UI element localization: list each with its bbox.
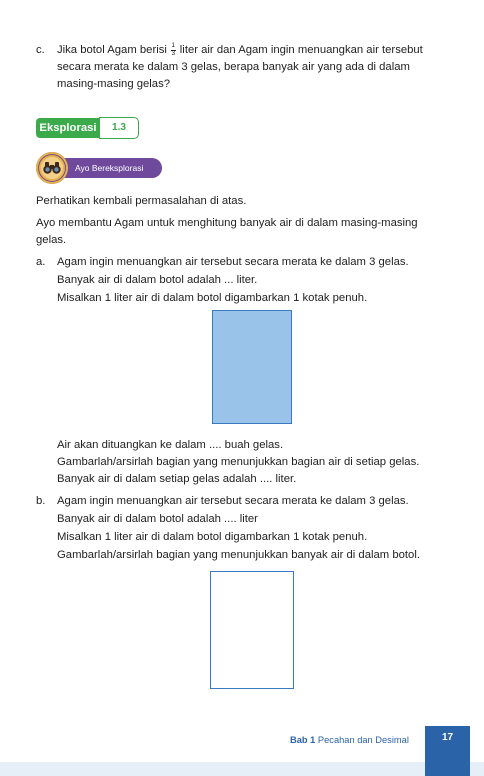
footer-chapter-title: Pecahan dan Desimal <box>317 735 409 745</box>
part-a-line-5: Gambarlah/arsirlah bagian yang menunjukkan bagian air di setiap gelas. <box>57 456 420 468</box>
footer-chapter-number: Bab 1 <box>290 735 316 745</box>
binoculars-icon <box>36 152 68 184</box>
part-a-line-1: Agam ingin menuangkan air tersebut secara merata ke dalam 3 gelas. <box>57 256 409 268</box>
part-b-line-1: Agam ingin menuangkan air tersebut secara merata ke dalam 3 gelas. <box>57 495 409 507</box>
page-number: 17 <box>425 726 470 776</box>
footer-chapter <box>290 735 409 745</box>
fraction-denominator: 3 <box>171 49 176 57</box>
footer-bar <box>0 762 484 776</box>
part-b-line-2: Banyak air di dalam botol adalah .... liter <box>57 513 258 525</box>
question-c-line-2: secara merata ke dalam 3 gelas, berapa banyak air yang ada di dalam <box>57 61 410 73</box>
part-b-line-3: Misalkan 1 liter air di dalam botol digambarkan 1 kotak penuh. <box>57 531 368 543</box>
eksplorasi-badge-label: Eksplorasi <box>36 118 100 138</box>
eksplorasi-badge-number: 1.3 <box>99 117 139 139</box>
question-c-text-post: liter air dan Agam ingin menuangkan air tersebut <box>179 44 423 56</box>
part-b-marker: b. <box>36 495 46 507</box>
full-water-box <box>212 310 292 424</box>
part-b-line-4: Gambarlah/arsirlah bagian yang menunjukkan banyak air di dalam botol. <box>57 549 420 561</box>
part-a-line-2: Banyak air di dalam botol adalah ... liter. <box>57 274 258 286</box>
question-c-text-pre: Jika botol Agam berisi <box>57 44 167 56</box>
ayo-bereksplorasi-label: Ayo Bereksplorasi <box>52 158 162 178</box>
part-a-line-3: Misalkan 1 liter air di dalam botol digambarkan 1 kotak penuh. <box>57 292 368 304</box>
part-a-line-6: Banyak air di dalam setiap gelas adalah .... liter. <box>57 473 297 485</box>
part-a-marker: a. <box>36 256 46 268</box>
empty-drawing-box[interactable] <box>210 571 294 689</box>
question-c-line-1 <box>57 42 423 59</box>
fraction-one-third <box>171 43 176 57</box>
intro-line-2: Ayo membantu Agam untuk menghitung banyak air di dalam masing-masing <box>36 217 418 229</box>
fraction-numerator: 1 <box>171 42 176 50</box>
intro-line-1: Perhatikan kembali permasalahan di atas. <box>36 195 247 207</box>
question-c-line-3: masing-masing gelas? <box>57 78 171 90</box>
question-c-marker: c. <box>36 44 45 56</box>
part-a-line-4: Air akan dituangkan ke dalam .... buah gelas. <box>57 439 284 451</box>
intro-line-3: gelas. <box>36 234 67 246</box>
